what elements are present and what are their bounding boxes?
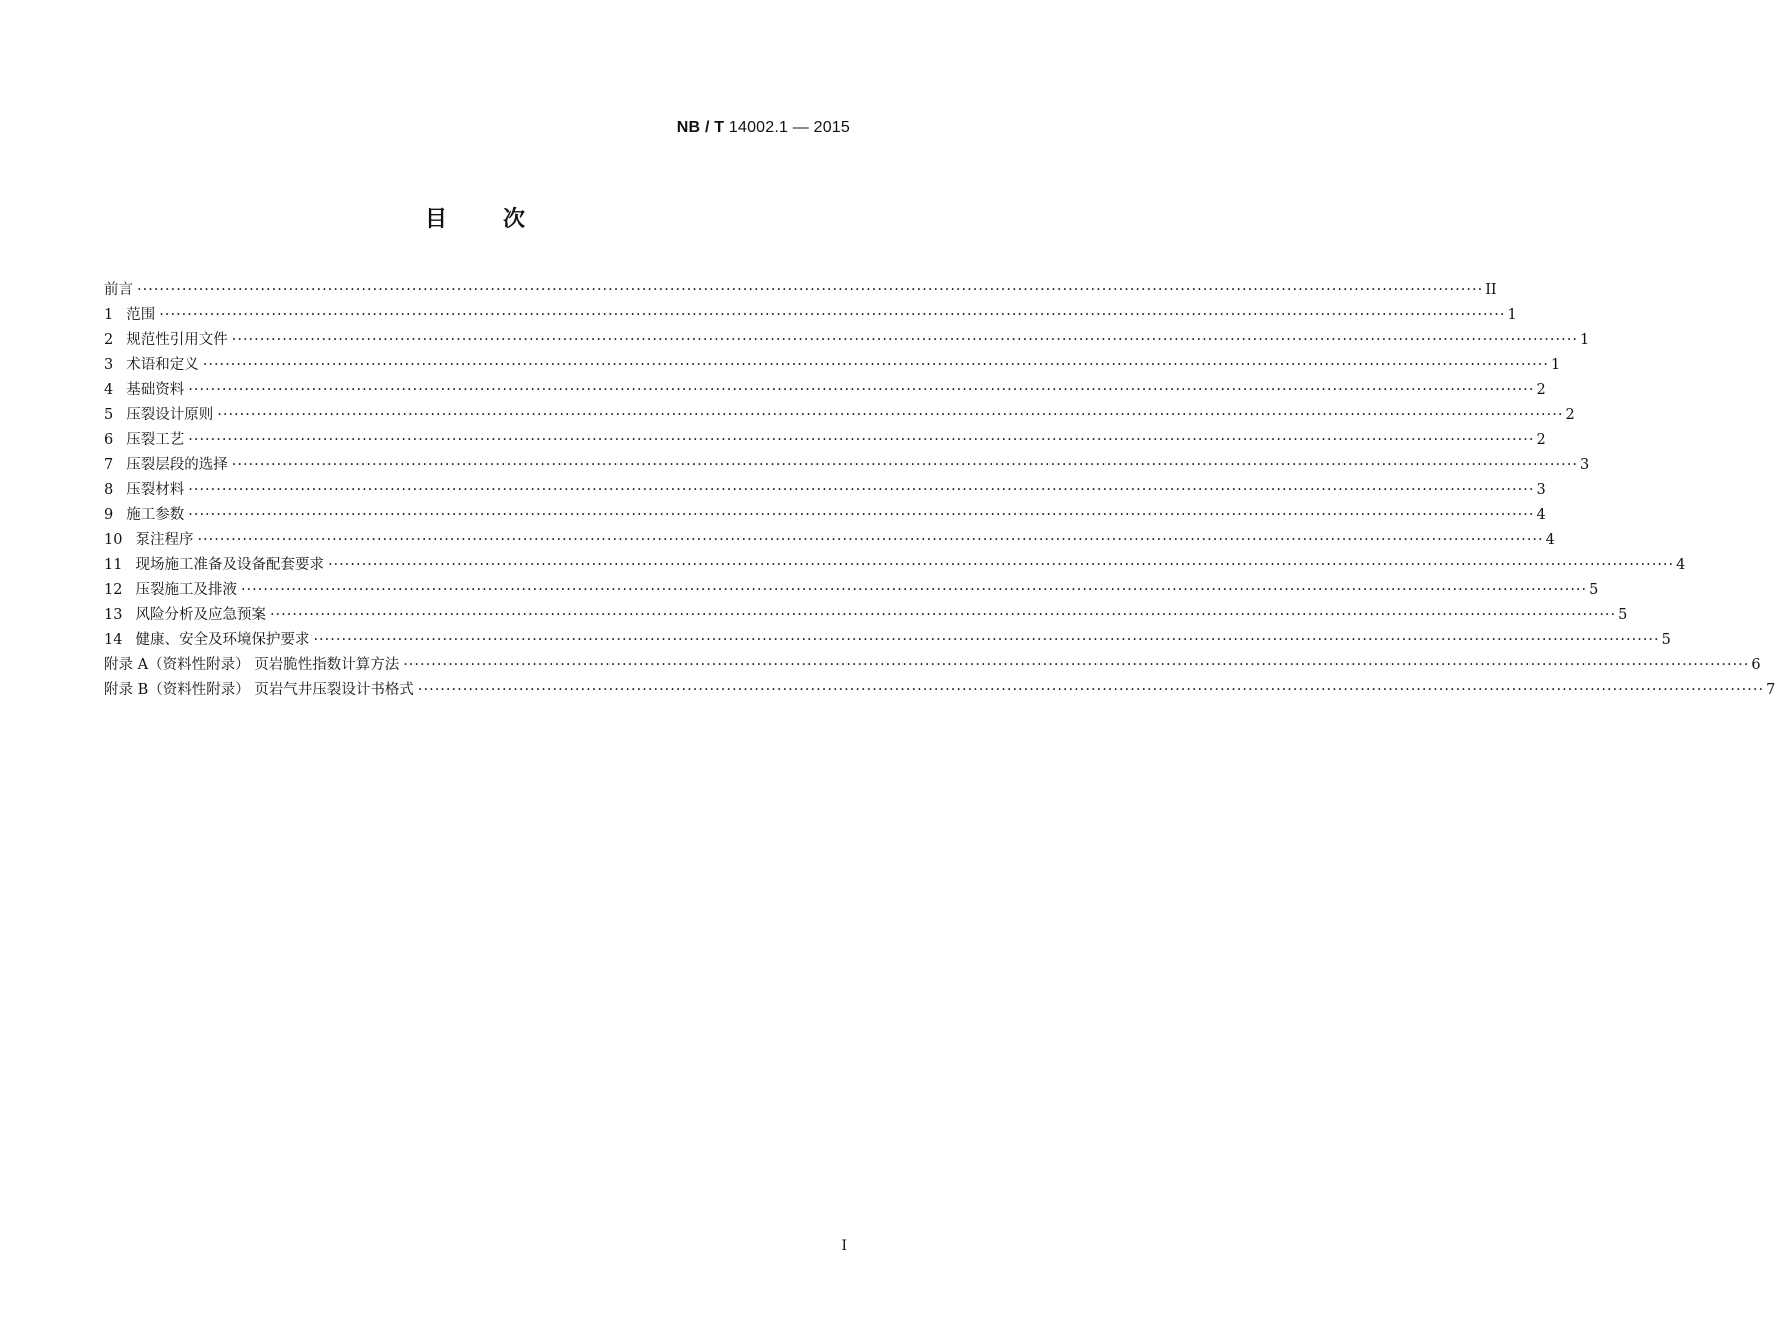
toc-entry[interactable] [104, 403, 1575, 428]
toc-entry-page: 2 [1536, 382, 1546, 398]
table-of-contents [104, 278, 1775, 703]
toc-entry[interactable] [104, 503, 1546, 528]
toc-entry[interactable] [104, 353, 1561, 378]
toc-entry-number: 10 [104, 532, 123, 548]
toc-entry-page: 4 [1536, 507, 1546, 523]
page-number: I [841, 1238, 847, 1254]
toc-entry-page: 2 [1536, 432, 1546, 448]
toc-entry-page: 4 [1676, 557, 1686, 573]
toc-entry-number: 3 [104, 357, 114, 373]
toc-entry[interactable] [104, 428, 1546, 453]
toc-entry-label: 压裂设计原则 [126, 407, 214, 423]
standard-code [677, 119, 850, 137]
title-char-2: 次 [503, 207, 526, 232]
dot-leader: ················································································································································································································································ [188, 482, 1535, 498]
toc-entry-label: 压裂层段的选择 [126, 457, 228, 473]
dot-leader: ················································································································································································································································ [137, 282, 1484, 298]
toc-entry-label: 规范性引用文件 [126, 332, 228, 348]
toc-entry[interactable] [104, 653, 1761, 678]
standard-prefix: NB / T [676, 119, 725, 136]
toc-entry-page: 3 [1536, 482, 1546, 498]
dot-leader: ················································································································································································································································ [417, 682, 1765, 698]
dot-leader: ················································································································································································································································ [313, 632, 1660, 648]
dot-leader: ················································································································································································································································ [217, 407, 1564, 423]
toc-entry-label: 压裂材料 [126, 482, 185, 498]
toc-entry-page: II [1485, 282, 1497, 298]
toc-entry-number: 9 [104, 507, 114, 523]
toc-entry-page: 5 [1618, 607, 1628, 623]
toc-entry-label: 现场施工准备及设备配套要求 [135, 557, 324, 573]
toc-entry-label: 风险分析及应急预案 [135, 607, 266, 623]
toc-entry-number: 7 [104, 457, 114, 473]
toc-entry-label: 附录 A（资料性附录） 页岩脆性指数计算方法 [104, 657, 400, 673]
dot-leader: ················································································································································································································································ [159, 307, 1506, 323]
toc-entry-page: 2 [1565, 407, 1575, 423]
dot-leader: ················································································································································································································································ [269, 607, 1617, 623]
toc-entry[interactable] [104, 328, 1590, 353]
toc-entry-label: 健康、安全及环境保护要求 [135, 632, 310, 648]
toc-entry-label: 施工参数 [126, 507, 185, 523]
toc-entry-label: 前言 [104, 282, 133, 298]
toc-entry-page: 3 [1579, 457, 1590, 473]
toc-entry-label: 泵注程序 [135, 532, 194, 548]
toc-entry-label: 压裂工艺 [126, 432, 185, 448]
dot-leader: ················································································································································································································································ [188, 432, 1535, 448]
dot-leader: ················································································································································································································································ [231, 457, 1578, 473]
toc-entry-number: 11 [104, 557, 123, 573]
toc-entry-number: 5 [104, 407, 114, 423]
toc-entry-page: 1 [1579, 332, 1590, 348]
dot-leader: ················································································································································································································································ [403, 657, 1750, 673]
toc-entry-page: 7 [1766, 682, 1775, 698]
toc-entry-number: 1 [104, 307, 114, 323]
dot-leader: ················································································································································································································································ [240, 582, 1588, 598]
toc-entry-page: 5 [1589, 582, 1599, 598]
toc-entry[interactable] [104, 628, 1671, 653]
toc-entry-page: 4 [1545, 532, 1555, 548]
dot-leader: ················································································································································································································································ [231, 332, 1578, 348]
toc-entry-number: 14 [104, 632, 123, 648]
toc-entry[interactable] [104, 278, 1497, 303]
dot-leader: ················································································································································································································································ [188, 382, 1535, 398]
toc-entry-label: 基础资料 [126, 382, 185, 398]
toc-entry[interactable] [104, 528, 1555, 553]
toc-entry[interactable] [104, 303, 1517, 328]
toc-entry-label: 术语和定义 [126, 357, 199, 373]
toc-entry-page: 1 [1550, 357, 1561, 373]
toc-entry[interactable] [104, 553, 1686, 578]
dot-leader: ················································································································································································································································ [327, 557, 1675, 573]
toc-entry[interactable] [104, 578, 1599, 603]
toc-entry-number: 6 [104, 432, 114, 448]
dot-leader: ················································································································································································································································ [202, 357, 1549, 373]
toc-entry-label: 附录 B（资料性附录） 页岩气井压裂设计书格式 [104, 682, 414, 698]
toc-entry[interactable] [104, 603, 1628, 628]
dot-leader: ················································································································································································································································ [188, 507, 1535, 523]
toc-entry[interactable] [104, 453, 1590, 478]
toc-entry-number: 8 [104, 482, 114, 498]
toc-entry-page: 6 [1751, 657, 1761, 673]
standard-number: 14002.1 — 2015 [728, 119, 850, 136]
dot-leader: ················································································································································································································································ [197, 532, 1544, 548]
toc-entry-number: 13 [104, 607, 123, 623]
toc-entry-label: 压裂施工及排液 [135, 582, 237, 598]
toc-entry[interactable] [104, 478, 1546, 503]
toc-entry-number: 2 [104, 332, 114, 348]
title-char-1: 目 [424, 207, 447, 232]
toc-entry-page: 1 [1507, 307, 1517, 323]
toc-entry-page: 5 [1661, 632, 1671, 648]
page-title [0, 202, 950, 233]
toc-entry-number: 12 [104, 582, 123, 598]
toc-entry-number: 4 [104, 382, 114, 398]
toc-entry[interactable] [104, 378, 1546, 403]
toc-entry[interactable] [104, 678, 1775, 703]
toc-entry-label: 范围 [126, 307, 156, 323]
